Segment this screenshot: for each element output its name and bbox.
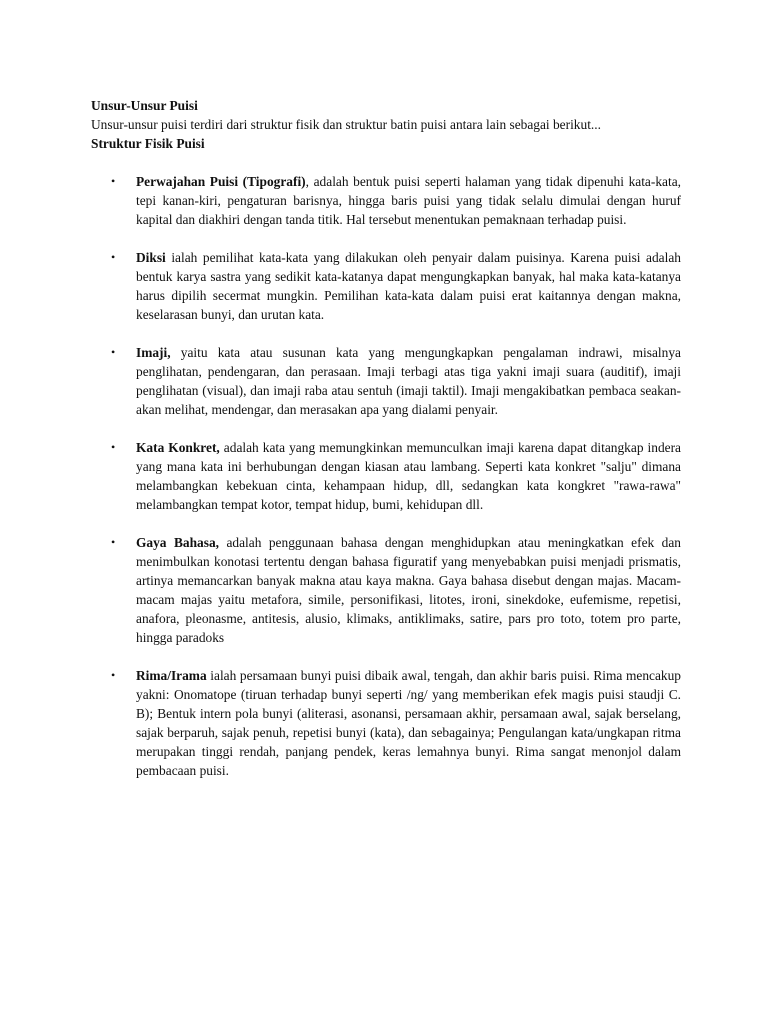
item-text: adalah kata yang memungkinkan memunculkan imaji karena dapat ditangkap indera yang mana kata ini berhubungan dengan kiasan atau lambang. Seperti kata konkret "salju" dimana melambangkan kebekuan cinta, kehampaan hidup, dll, sedangkan kata kongkret "rawa-rawa" melambangkan tempat kotor, tempat hidup, bumi, kehidupan dll. xyxy=(136,440,681,512)
bullet-icon: • xyxy=(111,440,116,454)
item-term: Kata Konkret, xyxy=(136,440,220,455)
bullet-icon: • xyxy=(111,345,116,359)
item-term: Diksi xyxy=(136,250,166,265)
list-item xyxy=(91,438,681,514)
bullet-icon: • xyxy=(111,174,116,188)
list-item xyxy=(91,666,681,780)
item-text: adalah penggunaan bahasa dengan menghidupkan atau meningkatkan efek dan menimbulkan konotasi tertentu dengan bahasa figuratif yang menyebabkan puisi menjadi prismatis, artinya memancarkan banyak makna atau kaya makna. Gaya bahasa disebut dengan majas. Macam-macam majas yaitu metafora, simile, personifikasi, litotes, ironi, sinekdoke, eufemisme, repetisi, anafora, pleonasme, antitesis, alusio, klimaks, antiklimaks, satire, pars pro toto, totem pro parte, hingga paradoks xyxy=(136,535,682,645)
document-title: Unsur-Unsur Puisi xyxy=(91,98,198,113)
item-term: Imaji, xyxy=(136,345,171,360)
list-item xyxy=(91,343,681,419)
intro-paragraph: Unsur-unsur puisi terdiri dari struktur fisik dan struktur batin puisi antara lain sebagai berikut... xyxy=(91,117,601,132)
item-text: ialah pemilihat kata-kata yang dilakukan oleh penyair dalam puisinya. Karena puisi adalah bentuk karya sastra yang sedikit kata-katanya dapat mengungkapkan banyak, hal maka kata-katanya harus dipilih secermat mungkin. Pemilihan kata-kata dalam puisi erat kaitannya dengan makna, keselarasan bunyi, dan urutan kata. xyxy=(136,250,681,322)
item-text: yaitu kata atau susunan kata yang mengungkapkan pengalaman indrawi, misalnya penglihatan, pendengaran, dan perasaan. Imaji terbagi atas tiga yakni imaji suara (auditif), imaji penglihatan (visual), dan imaji raba atau sentuh (imaji taktil). Imaji mengakibatkan pembaca seakan-akan melihat, mendengar, dan merasakan apa yang dialami penyair. xyxy=(136,345,681,417)
list-item xyxy=(91,533,681,647)
bullet-icon: • xyxy=(111,250,116,264)
item-term: Perwajahan Puisi (Tipografi) xyxy=(136,174,306,189)
document-body xyxy=(91,96,681,799)
item-text: , adalah bentuk puisi seperti halaman yang tidak dipenuhi kata-kata, tepi kanan-kiri, pengaturan barisnya, hingga baris puisi yang tidak selalu dimulai dengan huruf kapital dan diakhiri dengan tanda titik. Hal tersebut menentukan pemaknaan terhadap puisi. xyxy=(136,174,681,227)
bullet-icon: • xyxy=(111,668,116,682)
section-heading: Struktur Fisik Puisi xyxy=(91,136,205,151)
item-term: Gaya Bahasa, xyxy=(136,535,219,550)
list-item xyxy=(91,248,681,324)
bullet-list xyxy=(91,172,681,780)
item-text: ialah persamaan bunyi puisi dibaik awal, tengah, dan akhir baris puisi. Rima mencakup yakni: Onomatope (tiruan terhadap bunyi seperti /ng/ yang memberikan efek magis puisi staudji C. B); Bentuk intern pola bunyi (aliterasi, asonansi, persamaan akhir, persamaan awal, sajak berselang, sajak berparuh, sajak penuh, repetisi bunyi (kata), dan sebagainya; Pengulangan kata/ungkapan ritma merupakan tinggi rendah, panjang pendek, keras lemahnya bunyi. Rima sangat menonjol dalam pembacaan puisi. xyxy=(136,668,681,778)
list-item xyxy=(91,172,681,229)
item-term: Rima/Irama xyxy=(136,668,207,683)
bullet-icon: • xyxy=(111,535,116,549)
